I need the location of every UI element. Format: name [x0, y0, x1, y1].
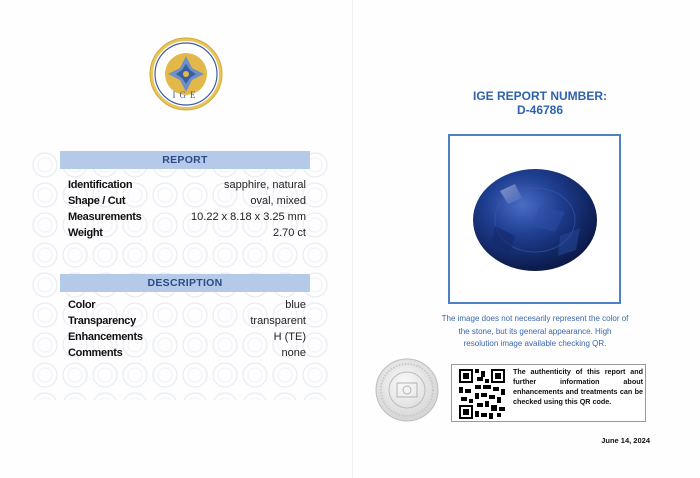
row-value: 10.22 x 8.18 x 3.25 mm — [191, 211, 306, 223]
qr-code-icon[interactable] — [459, 369, 505, 419]
row-value: blue — [285, 299, 306, 311]
row-value: transparent — [250, 315, 306, 327]
disclaimer-line: The image does not necesarily represent the color of — [441, 314, 629, 323]
description-section-heading: DESCRIPTION — [60, 274, 310, 292]
row-value: oval, mixed — [250, 195, 306, 207]
report-section-heading: REPORT — [60, 151, 310, 169]
row-label: Measurements — [68, 211, 142, 223]
row-value: none — [281, 347, 306, 359]
seal-caption: IGE — [172, 90, 200, 100]
table-row — [68, 329, 306, 345]
stone-image-frame — [448, 134, 621, 304]
disclaimer-text — [420, 313, 650, 351]
report-number-value: D-46786 — [516, 103, 564, 117]
disclaimer-line: resolution image available checking QR. — [463, 339, 607, 348]
ige-seal-icon — [148, 36, 224, 112]
row-label: Comments — [68, 347, 123, 359]
table-row — [68, 225, 306, 241]
qr-verification-box — [451, 364, 646, 422]
row-value: H (TE) — [273, 331, 306, 343]
row-label: Enhancements — [68, 331, 143, 343]
page-fold — [352, 0, 353, 478]
embossed-seal-icon — [374, 357, 440, 423]
table-row — [68, 177, 306, 193]
sapphire-stone-icon — [470, 166, 600, 274]
qr-authenticity-text: The authenticity of this report and further information about enhancements and treatments can be checked using this QR code. — [513, 367, 643, 406]
row-label: Weight — [68, 227, 103, 239]
table-row — [68, 193, 306, 209]
report-number-title: IGE REPORT NUMBER: — [472, 89, 607, 103]
table-row — [68, 313, 306, 329]
row-label: Shape / Cut — [68, 195, 126, 207]
row-label: Color — [68, 299, 96, 311]
table-row — [68, 297, 306, 313]
table-row — [68, 209, 306, 225]
row-label: Identification — [68, 179, 133, 191]
disclaimer-line: the stone, but its general appearance. High — [458, 326, 612, 336]
report-date: June 14, 2024 — [601, 436, 650, 445]
table-row — [68, 345, 306, 361]
row-value: 2.70 ct — [272, 227, 306, 239]
row-value: sapphire, natural — [224, 179, 306, 191]
row-label: Transparency — [68, 315, 136, 327]
